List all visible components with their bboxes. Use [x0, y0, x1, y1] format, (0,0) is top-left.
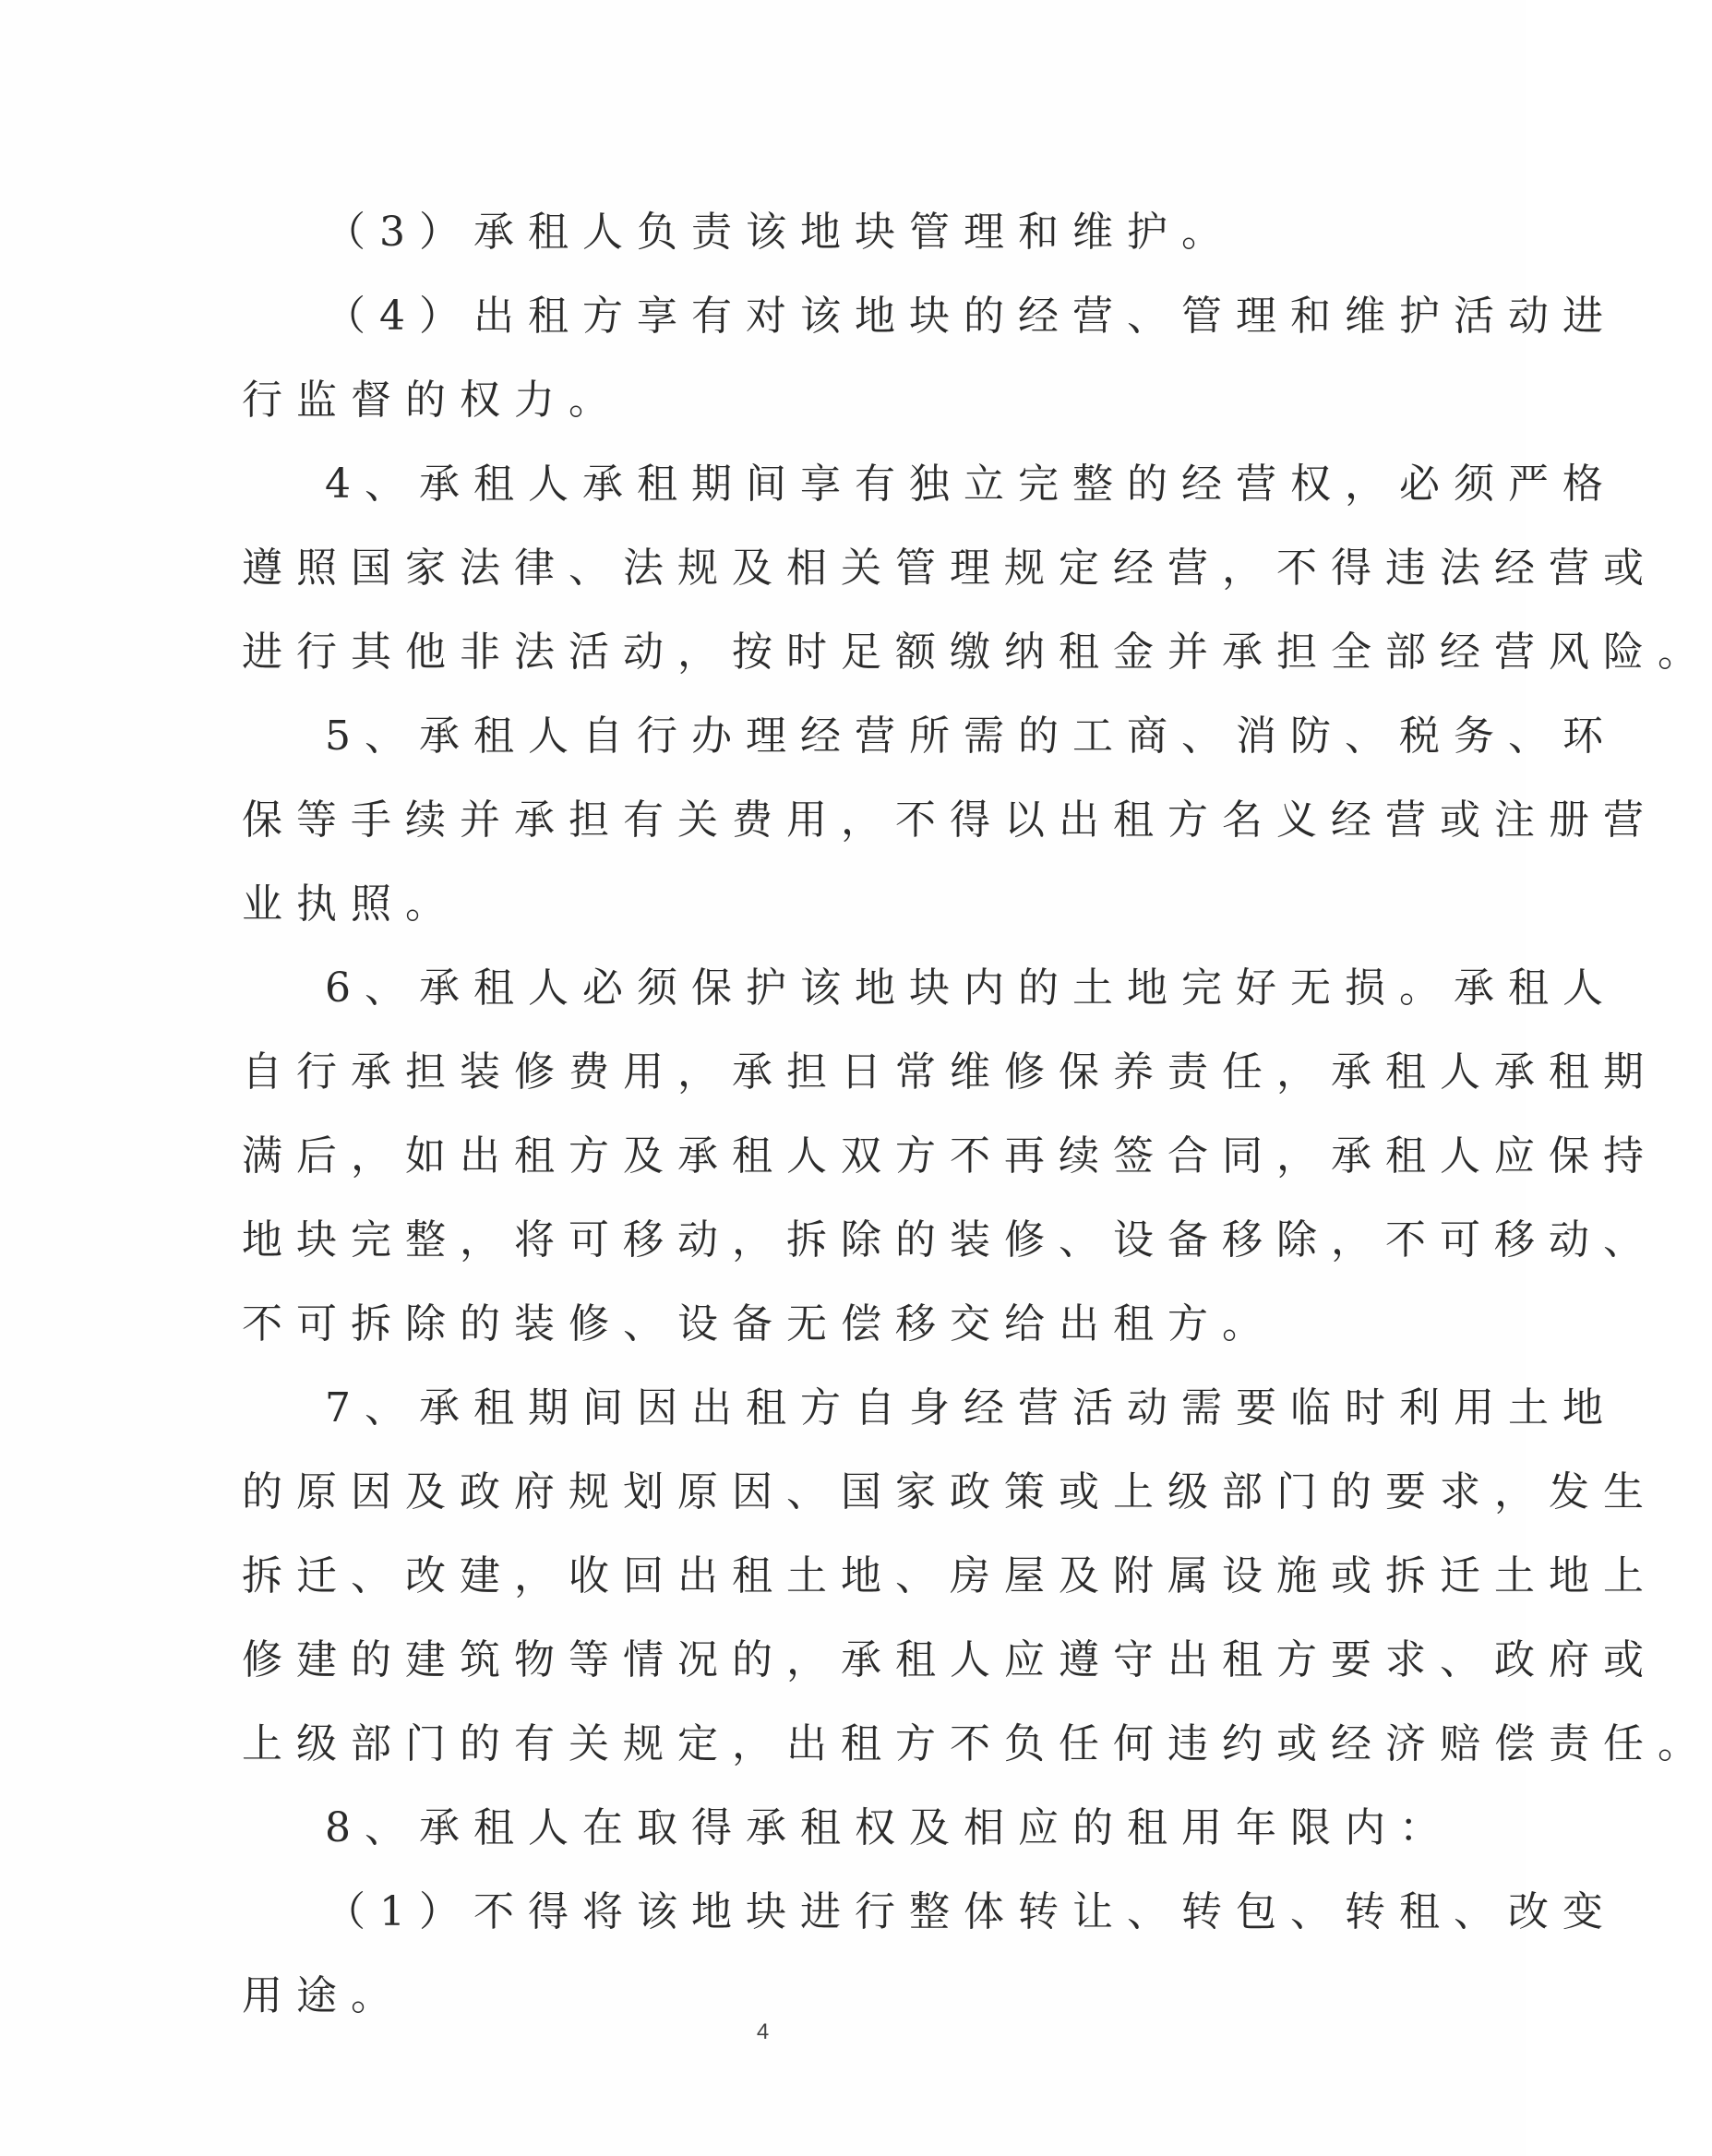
text-line: （4）出租方享有对该地块的经营、管理和维护活动进: [325, 293, 1617, 340]
text-line: 用途。: [242, 1972, 405, 2019]
text-line: 6、承租人必须保护该地块内的土地完好无损。承租人: [325, 964, 1617, 1012]
text-line: 修建的建筑物等情况的，承租人应遵守出租方要求、政府或: [242, 1636, 1658, 1683]
text-line: 的原因及政府规划原因、国家政策或上级部门的要求，发生: [242, 1468, 1658, 1515]
text-line: 4、承租人承租期间享有独立完整的经营权，必须严格: [325, 461, 1617, 508]
text-line: 上级部门的有关规定，出租方不负任何违约或经济赔偿责任。: [242, 1720, 1712, 1767]
text-line: 不可拆除的装修、设备无偿移交给出租方。: [242, 1300, 1276, 1348]
text-line: 行监督的权力。: [242, 377, 623, 424]
text-line: 地块完整，将可移动，拆除的装修、设备移除，不可移动、: [242, 1216, 1658, 1264]
page-number: 4: [756, 2019, 770, 2044]
text-line: （3）承租人负责该地块管理和维护。: [325, 209, 1236, 256]
text-line: 业执照。: [242, 880, 460, 928]
text-line: 自行承担装修费用，承担日常维修保养责任，承租人承租期: [242, 1048, 1658, 1096]
text-line: 8、承租人在取得承租权及相应的租用年限内：: [325, 1804, 1454, 1851]
text-line: 保等手续并承担有关费用，不得以出租方名义经营或注册营: [242, 797, 1658, 844]
text-line: （1）不得将该地块进行整体转让、转包、转租、改变: [325, 1888, 1617, 1935]
text-line: 满后，如出租方及承租人双方不再续签合同，承租人应保持: [242, 1132, 1658, 1180]
text-line: 拆迁、改建，收回出租土地、房屋及附属设施或拆迁土地上: [242, 1552, 1658, 1599]
text-line: 5、承租人自行办理经营所需的工商、消防、税务、环: [325, 713, 1617, 760]
text-line: 进行其他非法活动，按时足额缴纳租金并承担全部经营风险。: [242, 629, 1712, 676]
text-line: 7、承租期间因出租方自身经营活动需要临时利用土地: [325, 1384, 1617, 1431]
text-line: 遵照国家法律、法规及相关管理规定经营，不得违法经营或: [242, 545, 1658, 592]
